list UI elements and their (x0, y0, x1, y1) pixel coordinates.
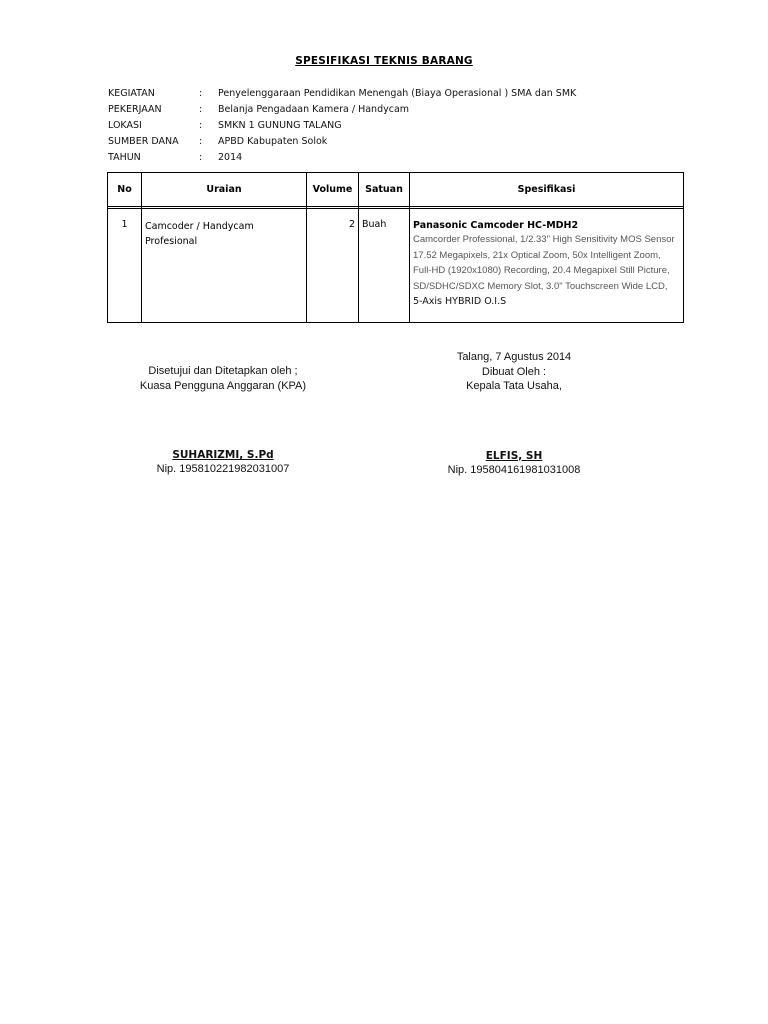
maker-name: ELFIS, SH (485, 449, 543, 462)
uraian-line: Profesional (145, 236, 198, 247)
meta-label: SUMBER DANA (108, 136, 179, 147)
cell-no: 1 (108, 209, 142, 323)
meta-separator: : (199, 104, 203, 115)
header-spesifikasi: Spesifikasi (410, 173, 684, 207)
table-header-row (108, 173, 684, 207)
meta-label: PEKERJAAN (108, 104, 162, 115)
place-date: Talang, 7 Agustus 2014 (456, 351, 572, 363)
header-satuan: Satuan (359, 173, 410, 207)
meta-label: LOKASI (108, 120, 142, 131)
cell-volume: 2 (307, 209, 359, 323)
approver-nip: Nip. 195810221982031007 (156, 463, 290, 475)
approver-role: Kuasa Pengguna Anggaran (KPA) (139, 379, 307, 392)
spec-table (107, 172, 684, 323)
header-no: No (108, 173, 142, 207)
approval-label: Disetujui dan Ditetapkan oleh ; (148, 365, 298, 377)
meta-separator: : (199, 88, 203, 99)
meta-separator: : (199, 152, 203, 163)
approver-name: SUHARIZMI, S.Pd (172, 449, 274, 461)
meta-value: 2014 (218, 152, 243, 163)
cell-spesifikasi (410, 209, 684, 323)
cell-satuan: Buah (359, 209, 410, 323)
spec-line: 17.52 Megapixels, 21x Optical Zoom, 50x Intelligent Zoom, (413, 249, 661, 261)
table-row (108, 209, 684, 323)
meta-separator: : (199, 136, 203, 147)
header-uraian: Uraian (142, 173, 307, 207)
spec-line: Camcorder Professional, 1/2.33" High Sensitivity MOS Sensor (413, 234, 675, 245)
meta-value: APBD Kabupaten Solok (218, 136, 328, 147)
meta-label: KEGIATAN (108, 88, 155, 99)
uraian-line: Camcoder / Handycam (145, 221, 254, 232)
meta-separator: : (199, 120, 203, 131)
signature-right (400, 350, 628, 477)
spec-line: Full-HD (1920x1080) Recording, 20.4 Megapixel Still Picture, (413, 265, 670, 276)
meta-value: SMKN 1 GUNUNG TALANG (218, 120, 342, 131)
maker-label: Dibuat Oleh : (481, 365, 547, 378)
document-title: SPESIFIKASI TEKNIS BARANG (295, 55, 473, 67)
maker-role: Kepala Tata Usaha, (466, 380, 562, 392)
meta-value: Penyelenggaraan Pendidikan Menengah (Biaya Operasional ) SMA dan SMK (218, 88, 577, 99)
meta-label: TAHUN (108, 152, 141, 163)
header-volume: Volume (307, 173, 359, 207)
signature-left (108, 364, 338, 477)
spec-title: Panasonic Camcoder HC-MDH2 (413, 220, 579, 231)
spec-tail: 5-Axis HYBRID O.I.S (413, 296, 507, 307)
cell-uraian (142, 209, 307, 323)
meta-value: Belanja Pengadaan Kamera / Handycam (218, 104, 410, 115)
maker-nip: Nip. 195804161981031008 (447, 463, 581, 476)
spec-line: SD/SDHC/SDXC Memory Slot, 3.0" Touchscreen Wide LCD, (413, 280, 668, 292)
